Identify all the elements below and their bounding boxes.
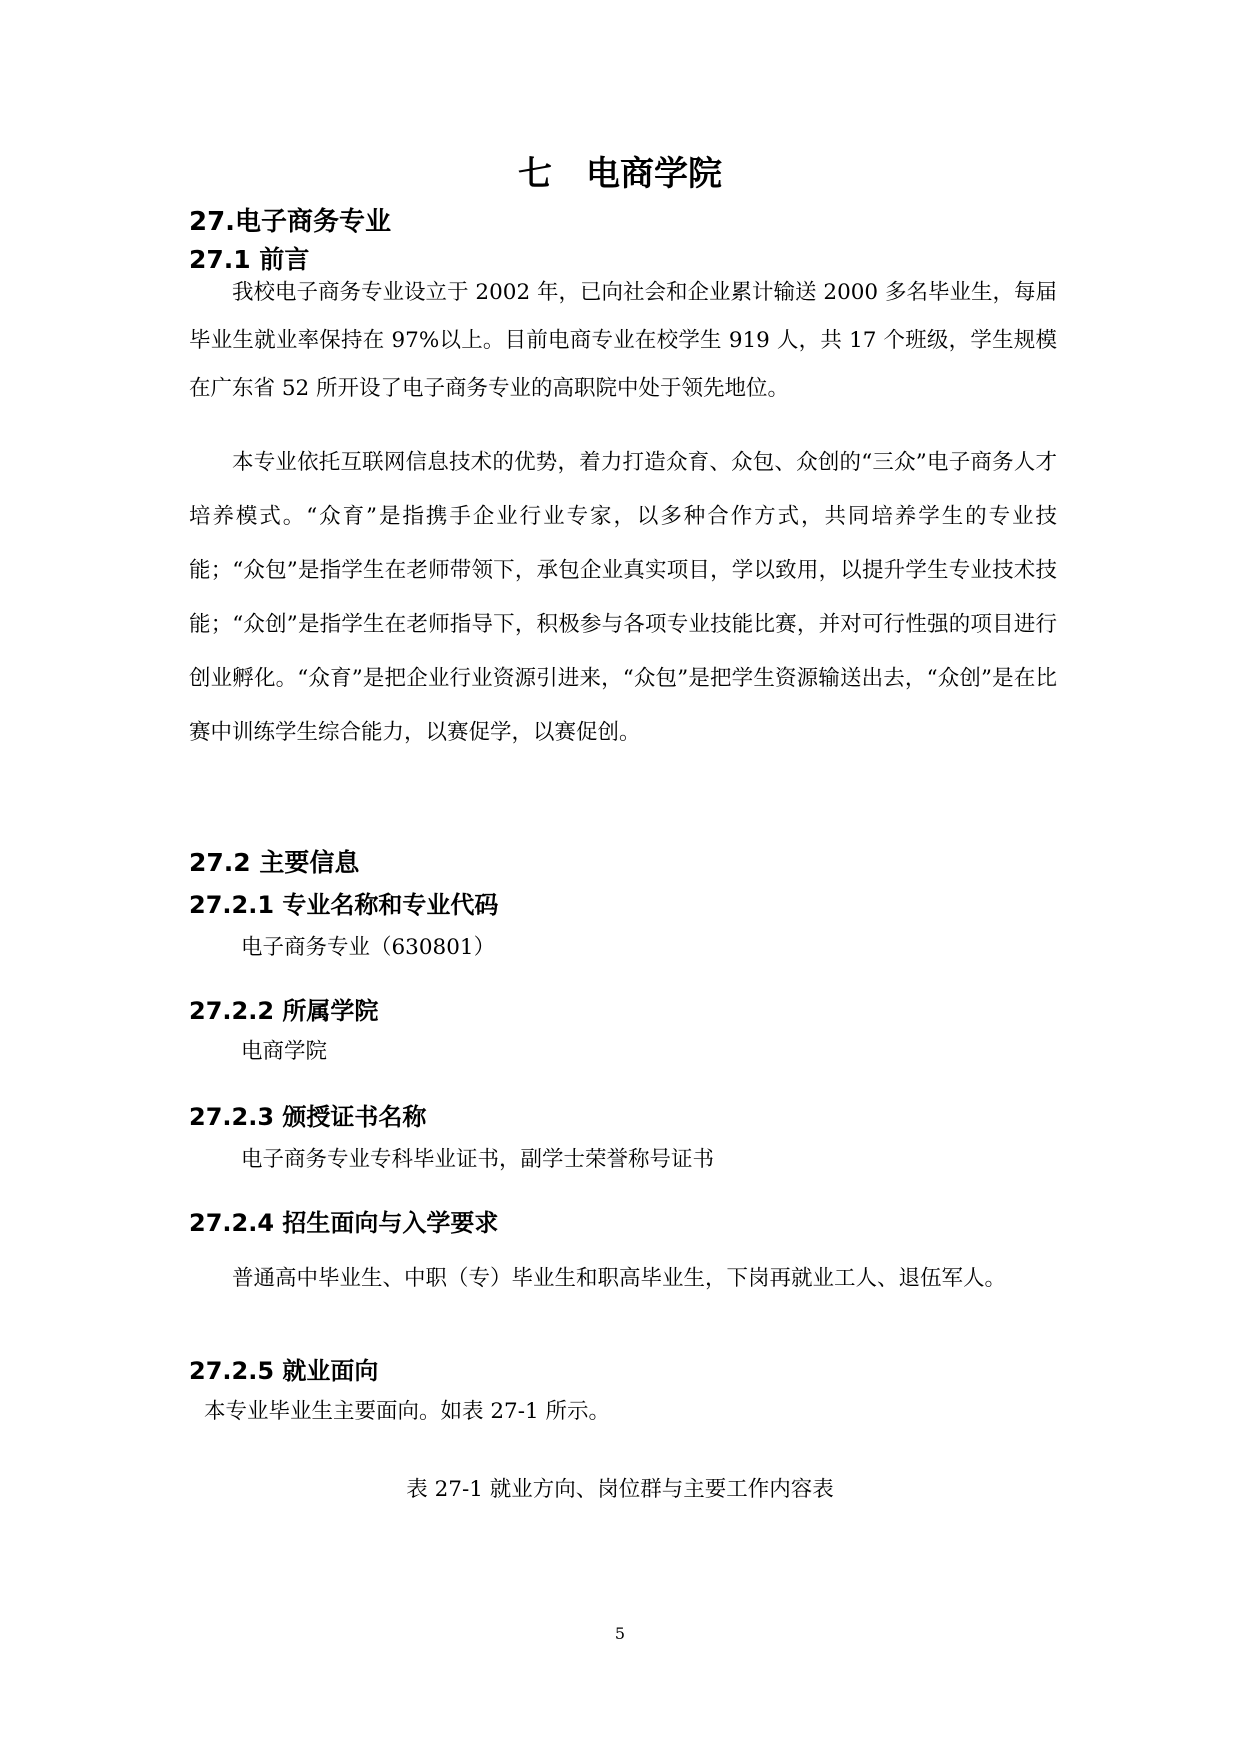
employment-content: 本专业毕业生主要面向。如表 27-1 所示。	[204, 1399, 610, 1424]
preface-paragraph-2: 本专业依托互联网信息技术的优势，着力打造众育、众包、众创的“三众”电子商务人才培养模式。“众育”是指携手企业行业专家，以多种合作方式，共同培养学生的专业技能；“众包”是指学生在老师带领下，承包企业真实项目，学以致用，以提升学生专业技术技能；“众创”是指学生在老师指导下，积极参与各项专业技能比赛，并对可行性强的项目进行创业孵化。“众育”是把企业行业资源引进来，“众包”是把学生资源输送出去，“众创”是在比赛中训练学生综合能力，以赛促学，以赛促创。	[189, 450, 1057, 745]
employment-heading: 27.2.5 就业面向	[189, 1357, 379, 1385]
certificate-heading: 27.2.3 颁授证书名称	[189, 1103, 427, 1131]
main-info-heading: 27.2 主要信息	[189, 848, 360, 877]
preface-paragraph-1: 我校电子商务专业设立于 2002 年，已向社会和企业累计输送 2000 多名毕业生，每届毕业生就业率保持在 97%以上。目前电商专业在校学生 919 人，共 17 个班级，学生规模在广东省 52 所开设了电子商务专业的高职院中处于领先地位。	[189, 280, 1057, 401]
section-title: 27.电子商务专业	[189, 207, 392, 237]
page-number: 5	[614, 1624, 626, 1643]
major-name-content: 电子商务专业（630801）	[241, 935, 496, 960]
major-name-heading: 27.2.1 专业名称和专业代码	[189, 891, 499, 919]
preface-heading: 27.1 前言	[189, 245, 310, 274]
table-caption: 表 27-1 就业方向、岗位群与主要工作内容表	[406, 1477, 834, 1502]
enrollment-heading: 27.2.4 招生面向与入学要求	[189, 1209, 499, 1237]
college-content: 电商学院	[241, 1039, 328, 1064]
college-heading: 27.2.2 所属学院	[189, 997, 379, 1025]
certificate-content: 电子商务专业专科毕业证书，副学士荣誉称号证书	[241, 1147, 715, 1172]
chapter-title: 七 电商学院	[518, 154, 722, 194]
enrollment-content: 普通高中毕业生、中职（专）毕业生和职高毕业生，下岗再就业工人、退伍军人。	[232, 1266, 1007, 1291]
